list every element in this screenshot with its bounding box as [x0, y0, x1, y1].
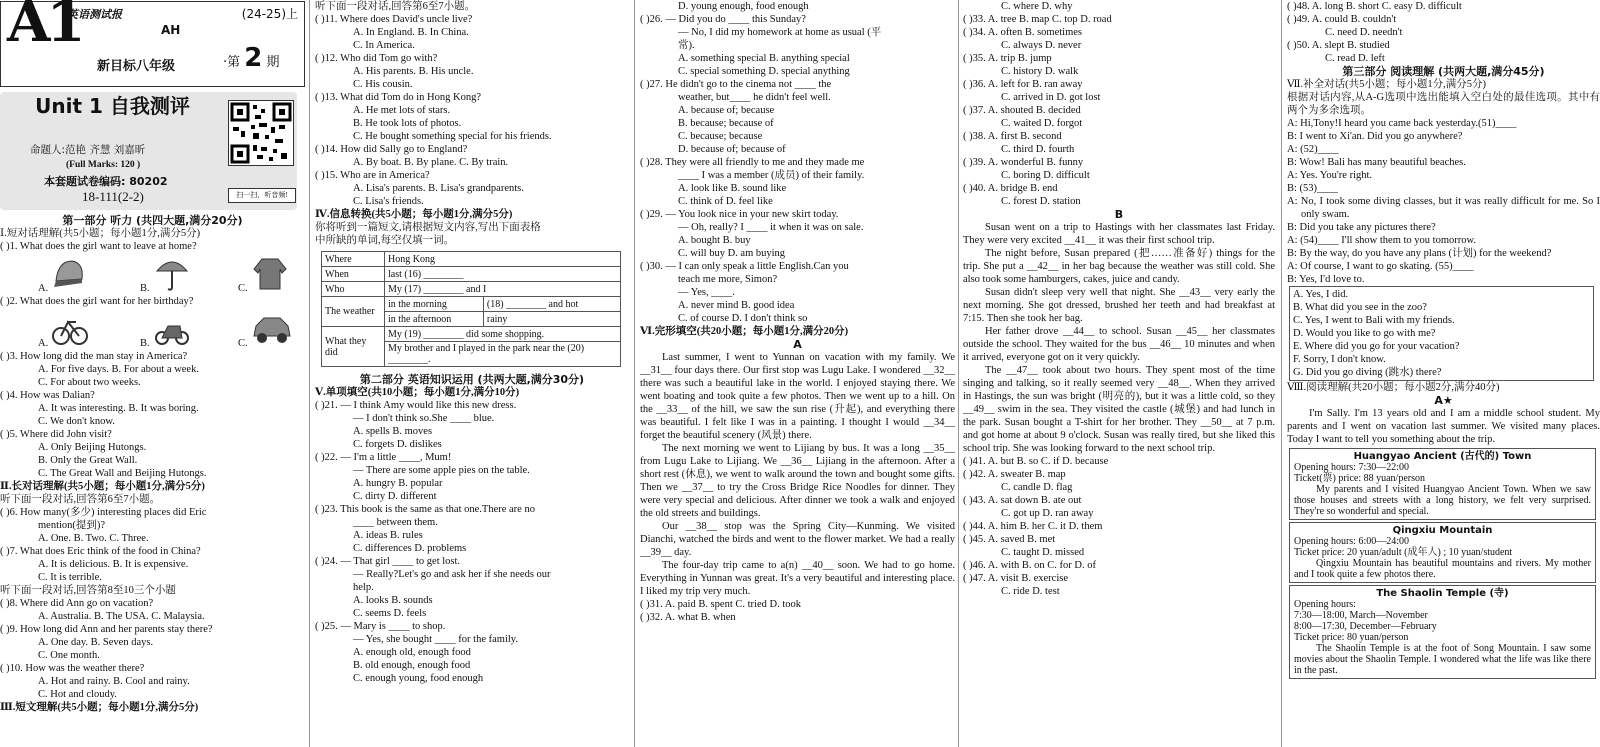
question-line: Ⅵ.完形填空(共20小题；每小题1分,满分20分) — [640, 326, 849, 337]
question-line: ( )27. He didn't go to the cinema not ____ the — [640, 79, 832, 90]
unit-info-box — [0, 92, 297, 210]
question-line: A. He met lots of stars. — [353, 105, 451, 116]
column-divider — [1281, 0, 1282, 747]
option-line: C. ride D. test — [1001, 586, 1060, 597]
notice-line: Opening hours: 6:00—24:00 — [1294, 536, 1409, 547]
option-line: ( )34. A. often B. sometimes — [963, 27, 1082, 38]
question-line: A. look like B. sound like — [678, 183, 787, 194]
question-line: A. One. B. Two. C. Three. — [38, 533, 149, 544]
cap-icon — [52, 255, 88, 293]
question-line: Ⅴ.单项填空(共10小题；每小题1分,满分10分) — [315, 387, 520, 398]
logo: A1 — [7, 0, 82, 55]
question-line: C. It is terrible. — [38, 572, 102, 583]
dialog-line: A: Yes. You're right. — [1287, 170, 1373, 181]
option-line: ( )37. A. shouted B. decided — [963, 105, 1081, 116]
question-line: — Yes, she bought ____ for the family. — [353, 634, 518, 645]
code-value: 80202 — [129, 175, 168, 188]
notice-title: Qingxiu Mountain — [1392, 525, 1493, 536]
question-line: 听下面一段对话,回答第6至7小题。 — [0, 494, 161, 505]
dialog-line: A: Hi,Tony!I heard you came back yesterday.(51)____ — [1287, 118, 1517, 129]
question-line: 听下面一段对话,回答第6至7小题。 — [315, 1, 476, 12]
question-line: A. Only Beijing Hutongs. — [38, 442, 147, 453]
question-1: ( )1. What does the girl want to leave at home? — [0, 241, 197, 252]
table-cell: in the afternoon — [385, 312, 484, 327]
option-line: ( )44. A. him B. her C. it D. them — [963, 521, 1103, 532]
option-line: ( )38. A. first B. second — [963, 131, 1062, 142]
issue-no: 2 — [244, 43, 263, 73]
question-line: mention(提到)? — [38, 520, 106, 531]
notice-title: Huangyao Ancient (古代的) Town — [1353, 451, 1532, 462]
q1-label-b: B. — [140, 283, 150, 294]
notice-line: Ticket price: 20 yuan/adult (成年人) ; 10 yuan/student — [1294, 547, 1513, 558]
column-divider — [309, 0, 310, 747]
column-4 — [963, 0, 1275, 747]
option-line: ( )35. A. trip B. jump — [963, 53, 1052, 64]
question-line: — I don't think so.She ____ blue. — [353, 413, 495, 424]
question-line: 中所缺的单词,每空仅填一词。 — [315, 235, 455, 246]
option-line: C. where D. why — [1001, 1, 1073, 12]
notice-shaolin — [1289, 585, 1596, 679]
table-cell: rainy — [483, 312, 620, 327]
question-line: C. He bought something special for his friends. — [353, 131, 552, 142]
question-line: help. — [353, 582, 374, 593]
question-line: ( )9. How long did Ann and her parents stay there? — [0, 624, 213, 635]
question-line: ( )7. What does Eric think of the food in China? — [0, 546, 201, 557]
listening-questions — [0, 350, 305, 714]
question-line: C. One month. — [38, 650, 100, 661]
table-cell: (18) ________ and hot — [483, 297, 620, 312]
question-line: C. will buy D. am buying — [678, 248, 786, 259]
grammar-questions-2 — [640, 0, 955, 338]
question-line: ( )23. This book is the same as that one.There are no — [315, 504, 535, 515]
notice-line: Ticket(票) price: 88 yuan/person — [1294, 473, 1425, 484]
option-line: C. read D. left — [1325, 53, 1385, 64]
question-line: 第二部分 英语知识运用 (共两大题,满分30分) — [359, 373, 585, 386]
question-line: C. of course D. I don't think so — [678, 313, 808, 324]
notice-title: The Shaolin Temple (寺) — [1376, 588, 1509, 599]
dialog-line: B: Wow! Bali has many beautiful beaches. — [1287, 157, 1466, 168]
grammar-questions — [315, 373, 629, 685]
question-line: ( )6. How many(多少) interesting places did Eric — [0, 507, 207, 518]
question-line: A. bought B. buy — [678, 235, 751, 246]
option-line: ( )48. A. long B. short C. easy D. difficult — [1287, 1, 1462, 12]
grade-label: 新目标八年级 — [97, 59, 176, 74]
question-line: A. One day. B. Seven days. — [38, 637, 154, 648]
question-line: C. Hot and cloudy. — [38, 689, 117, 700]
dialog-option: C. Yes, I went to Bali with my friends. — [1293, 315, 1455, 326]
question-line: ( )30. — I can only speak a little English.Can you — [640, 261, 849, 272]
table-cell: The weather — [322, 297, 385, 327]
question-line: A. It is delicious. B. It is expensive. — [38, 559, 189, 570]
option-line: ( )31. A. paid B. spent C. tried D. took — [640, 599, 801, 610]
code-label: 本套题试卷编码: — [44, 175, 126, 188]
car-icon — [252, 310, 292, 348]
option-line: C. waited D. forgot — [1001, 118, 1083, 129]
q2-label-a: A. — [38, 338, 49, 349]
notice-line: 8:00—17:30, December—February — [1294, 621, 1437, 632]
option-line: ( )40. A. bridge B. end — [963, 183, 1058, 194]
masthead — [0, 1, 305, 87]
cloze-b-options-2 — [1287, 0, 1600, 65]
paper-code — [44, 175, 168, 188]
dialog-options-box — [1289, 286, 1594, 381]
unit-title: Unit 1 自我测评 — [35, 94, 190, 118]
umbrella-icon — [154, 255, 190, 293]
passage-paragraph: Her father drove __44__ to school. Susan __45__ her classmates outside the school. They waited for the bus __46__ 10 minutes and when it arrived, everyone got on it very quickly. — [963, 326, 1275, 363]
question-line: D. because of; because of — [678, 144, 786, 155]
question-line: ( )11. Where does David's uncle live? — [315, 14, 473, 25]
cloze-a-heading: A — [793, 338, 802, 351]
reading-a-heading: A★ — [1434, 394, 1453, 407]
option-line: C. candle D. flag — [1001, 482, 1073, 493]
question-line: ( )4. How was Dalian? — [0, 390, 95, 401]
question-line: C. because; because — [678, 131, 763, 142]
table-cell: My (19) ________ did some shopping. — [385, 327, 621, 342]
q1-pictures — [0, 253, 305, 295]
question-line: — There are some apple pies on the table. — [353, 465, 530, 476]
dialog-line: A: No, I took some diving classes, but it was really difficult for me. So I only swam. — [1287, 196, 1600, 220]
notice-line: 7:30—18:00, March—November — [1294, 610, 1428, 621]
dialog-line: B: Yes, I'd love to. — [1287, 274, 1365, 285]
cloze-a-options-2 — [963, 0, 1275, 208]
question-line: A. something special B. anything special — [678, 53, 850, 64]
option-line: C. got up D. ran away — [1001, 508, 1094, 519]
part1-heading: 第一部分 听力 (共四大题,满分20分) — [62, 214, 243, 227]
question-line: C. In America. — [353, 40, 415, 51]
question-line: ( )26. — Did you do ____ this Sunday? — [640, 14, 806, 25]
question-line: C. differences D. problems — [353, 543, 467, 554]
question-line: 你将听到一篇短文,请根据短文内容,写出下面表格 — [315, 222, 541, 233]
section-7-heading: Ⅶ.补全对话(共5小题；每小题1分,满分5分) — [1287, 79, 1487, 90]
dialog-line: B: I went to Xi'an. Did you go anywhere? — [1287, 131, 1463, 142]
question-line: ____ between them. — [353, 517, 438, 528]
brand-name: 英语测试报 — [67, 8, 122, 21]
notice-body: My parents and I visited Huangyao Ancient Town. When we saw those houses and streets with a long history, we felt very surprised. They're so wonderful and special. — [1294, 484, 1591, 517]
motorbike-icon — [154, 310, 190, 348]
q2-label-b: B. — [140, 338, 150, 349]
question-2: ( )2. What does the girl want for her birthday? — [0, 296, 194, 307]
question-line: C. forgets D. dislikes — [353, 439, 442, 450]
question-line: — Yes, ____. — [678, 287, 735, 298]
bicycle-icon — [52, 310, 88, 348]
question-line: — Oh, really? I ____ it when it was on sale. — [678, 222, 864, 233]
option-line: C. third D. fourth — [1001, 144, 1075, 155]
info-table — [321, 251, 621, 367]
question-line: A. ideas B. rules — [353, 530, 423, 541]
dialog-option: G. Did you go diving (跳水) there? — [1293, 367, 1442, 378]
table-cell: What they did — [322, 327, 385, 367]
cloze-b-options — [963, 455, 1275, 598]
option-line: ( )43. A. sat down B. ate out — [963, 495, 1082, 506]
cloze-a-passage — [640, 351, 955, 598]
region-label: AH — [161, 23, 181, 37]
dialog-line: B: By the way, do you have any plans (计划) for the weekend? — [1287, 248, 1552, 259]
dialog-option: A. Yes, I did. — [1293, 289, 1349, 300]
passage-paragraph: Last summer, I went to Yunnan on vacation with my family. We __31__ four days there. Our first stop was Lugu Lake. I wondered __32__ there was such a beautiful lake in the world. I enjoyed staying there. We went boating and took quite a few photos. Then we went up to a hill. On the __33__ of the hill, we saw the sun rise (升起), and everything there was beautiful. I felt like I was in a painting. I thought I would __34__ forget the beautiful scenery (风景) there. — [640, 352, 955, 441]
qr-caption: 扫一扫，听音频! — [228, 188, 296, 203]
option-line: ( )45. A. saved B. met — [963, 534, 1056, 545]
column-1 — [0, 0, 305, 747]
passage-paragraph: The __47__ took about two hours. They spent most of the time singing and talking, so it really seemed very __48__. When they arrived in Hastings, the sun was bright (明亮的), but it was a little cold, so they __49__ swim in the sea. They visited the castle (城堡) and had lunch in the park. Susan bought a T-shirt for her brother. They __50__ at 7 p.m. and got home at about 9 o'clock. Susan was really tired, but she liked this school trip. She was looking forward to the next school trip. — [963, 365, 1275, 454]
option-line: ( )33. A. tree B. map C. top D. road — [963, 14, 1112, 25]
dialog — [1287, 117, 1600, 286]
passage-paragraph: The four-day trip came to a(n) __40__ soon. We had to go home. Everything in Yunnan was great. It's a very beautiful and interesting place. I liked my trip very much. — [640, 560, 955, 597]
option-line: ( )36. A. left for B. ran away — [963, 79, 1083, 90]
table-cell: last (16) ________ — [385, 267, 621, 282]
question-line: D. young enough, food enough — [678, 1, 809, 12]
serial-number: 18-111(2-2) — [82, 189, 144, 204]
column-divider — [634, 0, 635, 747]
question-line: A. For five days. B. For about a week. — [38, 364, 199, 375]
question-line: B. Only the Great Wall. — [38, 455, 138, 466]
issue-prefix: ·第 — [223, 55, 241, 70]
section-1-heading: Ⅰ.短对话理解(共5小题；每小题1分,满分5分) — [0, 228, 201, 239]
question-line: A. Hot and rainy. B. Cool and rainy. — [38, 676, 190, 687]
question-line: — Really?Let's go and ask her if she needs our — [353, 569, 551, 580]
table-cell: When — [322, 267, 385, 282]
column-divider — [958, 0, 959, 747]
question-line: ( )21. — I think Amy would like this new dress. — [315, 400, 517, 411]
question-line: ( )13. What did Tom do in Hong Kong? — [315, 92, 481, 103]
question-line: C. We don't know. — [38, 416, 115, 427]
full-marks: (Full Marks: 120 ) — [66, 160, 141, 170]
dialog-option: B. What did you see in the zoo? — [1293, 302, 1427, 313]
passage-paragraph: Susan didn't sleep very well that night. She __43__ very early the next morning. She got dressed, brushed her teeth and had breakfast at 7:15. Then she took her bag. — [963, 287, 1275, 324]
question-line: ( )10. How was the weather there? — [0, 663, 145, 674]
notice-huangyao — [1289, 448, 1596, 520]
option-line: C. need D. needn't — [1325, 27, 1403, 38]
question-line: A. enough old, enough food — [353, 647, 471, 658]
question-line: ( )28. They were all friendly to me and they made me — [640, 157, 865, 168]
option-line: C. boring D. difficult — [1001, 170, 1090, 181]
question-line: weather, but____ he didn't feel well. — [678, 92, 831, 103]
dialog-option: D. Would you like to go with me? — [1293, 328, 1436, 339]
part3-heading: 第三部分 阅读理解 (共两大题,满分45分) — [1342, 65, 1545, 78]
dialog-line: A: (54)____ I'll show them to you tomorrow. — [1287, 235, 1477, 246]
question-line: ( )29. — You look nice in your new skirt today. — [640, 209, 839, 220]
q2-pictures — [0, 308, 305, 350]
option-line: C. taught D. missed — [1001, 547, 1085, 558]
option-line: C. always D. never — [1001, 40, 1082, 51]
cloze-b-heading: B — [1114, 208, 1124, 221]
question-line: 听下面一段对话,回答第8至10三个小题 — [0, 585, 176, 596]
question-line: C. The Great Wall and Beijing Hutongs. — [38, 468, 207, 479]
question-line: teach me more, Simon? — [678, 274, 778, 285]
notice-body: The Shaolin Temple is at the foot of Song Mountain. I saw some movies about the Shaolin Temple. I wondered what the life was like there in the past. — [1294, 643, 1591, 676]
qr-code-icon[interactable] — [228, 100, 294, 166]
question-line: ____ I was a member (成员) of their family. — [678, 170, 865, 181]
passage-paragraph: The next morning we went to Lijiang by bus. It was a long __35__ from Lugu Lake to Lijiang. We __36__ Lijiang in the afternoon. After a short rest (休息), we went to walk around the town and bought some gifts. Then we __37__ to try the Cross Bridge Rice Noodles for dinner. They were very special and delicious. After dinner we took a walk and enjoyed the old streets and buildings. — [640, 443, 955, 519]
cloze-b-passage — [963, 221, 1275, 455]
question-line: ( )14. How did Sally go to England? — [315, 144, 468, 155]
option-line: ( )39. A. wonderful B. funny — [963, 157, 1084, 168]
issue-number — [223, 43, 280, 73]
q2-label-c: C. — [238, 338, 248, 349]
notice-line: Opening hours: — [1294, 599, 1356, 610]
option-line: ( )50. A. slept B. studied — [1287, 40, 1390, 51]
term-label: (24-25)上 — [241, 7, 298, 21]
question-line: A. never mind B. good idea — [678, 300, 795, 311]
option-line: ( )41. A. but B. so C. if D. because — [963, 456, 1109, 467]
question-line: Ⅲ.短文理解(共5小题；每小题1分,满分5分) — [0, 702, 199, 713]
question-line: A. By boat. B. By plane. C. By train. — [353, 157, 509, 168]
question-line: A. looks B. sounds — [353, 595, 433, 606]
table-cell: My brother and I played in the park near the (20) ________. — [385, 342, 621, 367]
question-line: C. think of D. feel like — [678, 196, 773, 207]
notice-qingxiu — [1289, 522, 1596, 583]
table-cell: Hong Kong — [385, 252, 621, 267]
question-line: A. His parents. B. His uncle. — [353, 66, 474, 77]
notice-body: Qingxiu Mountain has beautiful mountains and rivers. My mother and I took quite a few photos there. — [1294, 558, 1591, 580]
column-5 — [1287, 0, 1600, 747]
question-line: A. Lisa's parents. B. Lisa's grandparents. — [353, 183, 524, 194]
notice-line: Ticket price: 80 yuan/person — [1294, 632, 1409, 643]
table-cell: Who — [322, 282, 385, 297]
passage-paragraph: Our __38__ stop was the Spring City—Kunming. We visited Dianchi, watched the birds and went to the flower market. We had a really __39__ day. — [640, 521, 955, 558]
reading-intro: I'm Sally. I'm 13 years old and I am a middle school student. My parents and I went on vacation last summer. We visited many places. Today I want to tell you something about the trip. — [1287, 408, 1600, 445]
option-line: ( )42. A. sweater B. map — [963, 469, 1066, 480]
question-line: B. He took lots of photos. — [353, 118, 462, 129]
question-line: A. spells B. moves — [353, 426, 433, 437]
question-line: A. Australia. B. The USA. C. Malaysia. — [38, 611, 205, 622]
question-line: C. Lisa's friends. — [353, 196, 424, 207]
question-line: Ⅱ.长对话理解(共5小题；每小题1分,满分5分) — [0, 481, 205, 492]
question-line: ( )12. Who did Tom go with? — [315, 53, 438, 64]
option-line: ( )46. A. with B. on C. for D. of — [963, 560, 1096, 571]
question-line: 常). — [678, 40, 695, 51]
authors: 命题人:范艳 齐慧 刘嘉昕 — [30, 144, 146, 156]
column-3 — [640, 0, 955, 747]
issue-suffix: 期 — [266, 55, 280, 70]
question-line: ( )25. — Mary is ____ to shop. — [315, 621, 446, 632]
dialog-option: E. Where did you go for your vacation? — [1293, 341, 1460, 352]
dialog-option: F. Sorry, I don't know. — [1293, 354, 1386, 365]
coat-icon — [252, 255, 288, 293]
question-line: C. seems D. feels — [353, 608, 427, 619]
option-line: C. forest D. station — [1001, 196, 1081, 207]
passage-paragraph: Susan went on a trip to Hastings with her classmates last Friday. They were very excited __41__ it was their first school trip. — [963, 222, 1275, 246]
question-line: C. For about two weeks. — [38, 377, 141, 388]
dialog-line: A: (52)____ — [1287, 144, 1339, 155]
dialog-line: B: Did you take any pictures there? — [1287, 222, 1436, 233]
q1-label-c: C. — [238, 283, 248, 294]
question-line: — No, I did my homework at home as usual (平 — [678, 27, 882, 38]
section-8-heading: Ⅷ.阅读理解(共20小题；每小题2分,满分40分) — [1287, 382, 1500, 393]
question-line: C. enough young, food enough — [353, 673, 484, 684]
listening-questions-2 — [315, 0, 629, 247]
question-line: ( )3. How long did the man stay in America? — [0, 351, 188, 362]
question-line: C. special something D. special anything — [678, 66, 850, 77]
question-line: ( )22. — I'm a little ____, Mum! — [315, 452, 452, 463]
question-line: ( )24. — That girl ____ to get lost. — [315, 556, 461, 567]
option-line: C. arrived in D. got lost — [1001, 92, 1101, 103]
q1-label-a: A. — [38, 283, 49, 294]
table-cell: My (17) ________ and I — [385, 282, 621, 297]
option-line: ( )47. A. visit B. exercise — [963, 573, 1068, 584]
table-cell: in the morning — [385, 297, 484, 312]
question-line: ( )8. Where did Ann go on vacation? — [0, 598, 154, 609]
option-line: ( )49. A. could B. couldn't — [1287, 14, 1397, 25]
column-2 — [315, 0, 629, 747]
question-line: ( )5. Where did John visit? — [0, 429, 112, 440]
option-line: ( )32. A. what B. when — [640, 612, 736, 623]
question-line: A. In England. B. In China. — [353, 27, 469, 38]
question-line: A. because of; because — [678, 105, 775, 116]
cloze-a-options — [640, 598, 955, 624]
question-line: C. dirty D. different — [353, 491, 437, 502]
notice-line: Opening hours: 7:30—22:00 — [1294, 462, 1409, 473]
table-cell: Where — [322, 252, 385, 267]
question-line: Ⅳ.信息转换(共5小题；每小题1分,满分5分) — [315, 209, 513, 220]
question-line: A. hungry B. popular — [353, 478, 443, 489]
dialog-line: A: Of course, I want to go skating. (55)____ — [1287, 261, 1474, 272]
option-line: C. history D. walk — [1001, 66, 1079, 77]
question-line: B. old enough, enough food — [353, 660, 471, 671]
question-line: C. His cousin. — [353, 79, 413, 90]
passage-paragraph: The night before, Susan prepared (把……准备好) things for the trip. She put a __42__ in her bag because the weather was still cold. She also took some hamburgers, cakes, juice and candy. — [963, 248, 1275, 285]
question-line: ( )15. Who are in America? — [315, 170, 430, 181]
question-line: A. It was interesting. B. It was boring. — [38, 403, 199, 414]
section-7-instructions: 根据对话内容,从A-G选项中选出能填入空白处的最佳选项。其中有两个为多余选项。 — [1287, 92, 1600, 116]
dialog-line: B: (53)____ — [1287, 183, 1339, 194]
question-line: B. because; because of — [678, 118, 774, 129]
